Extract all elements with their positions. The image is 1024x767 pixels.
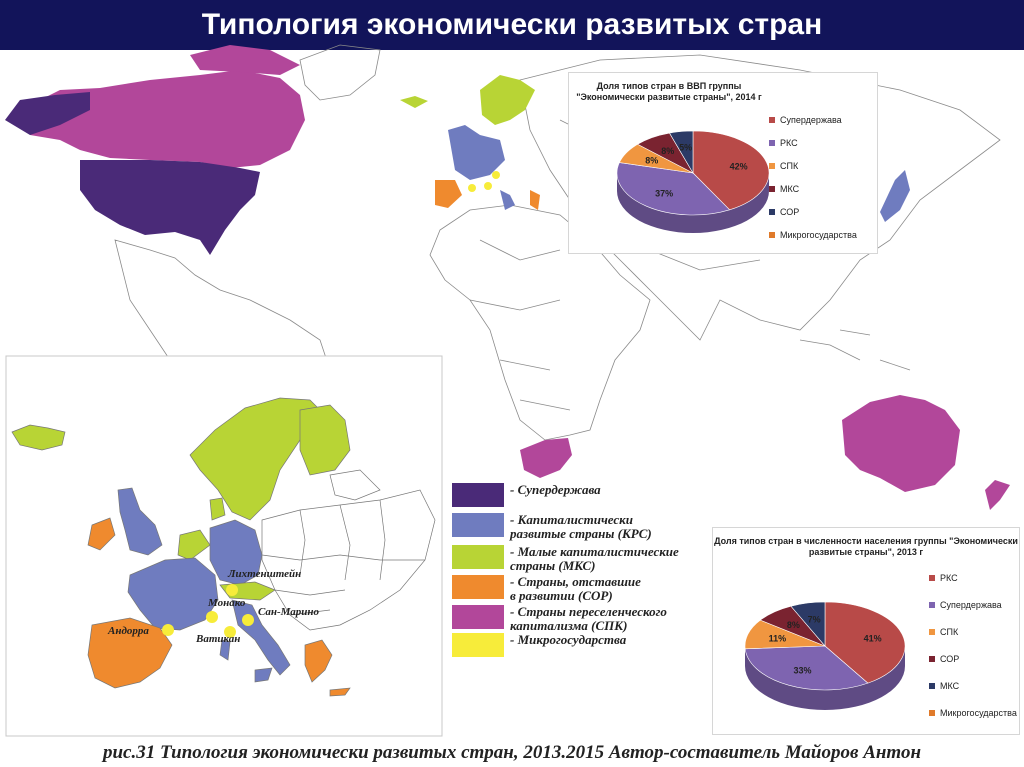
andorra-dot (162, 624, 174, 636)
label-monaco: Монако (208, 597, 246, 609)
liechtenstein-dot (226, 584, 238, 596)
pie-legend-swatch (769, 209, 775, 215)
pie-slice-label: 8% (661, 146, 675, 157)
legend-item-mks (452, 545, 679, 573)
label-liechtenstein: Лихтенштейн (228, 568, 302, 580)
legend-swatch (452, 513, 504, 537)
pie-legend-label: РКС (780, 138, 798, 148)
pie-legend-swatch (929, 575, 935, 581)
figure-caption: рис.31 Типология экономически развитых стран, 2013.2015 Автор-составитель Майоров Антон (102, 742, 921, 763)
legend-label: - Страны, отставшие в развитии (СОР) (510, 574, 641, 603)
pie-legend-item (769, 138, 798, 148)
pie-slice-label: 41% (863, 633, 882, 644)
pie-legend-swatch (929, 656, 935, 662)
pie-title: Доля типов стран в численности населения группы "Экономически развитые страны", 2013 г (714, 536, 1018, 557)
pie-legend-label: СПК (940, 627, 959, 637)
legend-label: - Супердержава (510, 482, 601, 497)
pie-legend-label: РКС (940, 573, 958, 583)
pie-legend-label: СОР (940, 654, 960, 664)
pie-legend-item (929, 681, 959, 691)
pie-legend-swatch (769, 186, 775, 192)
legend-swatch (452, 545, 504, 569)
legend-swatch (452, 483, 504, 507)
pie-chart-svg (569, 73, 877, 253)
legend-swatch (452, 605, 504, 629)
pie-legend-label: СОР (780, 207, 800, 217)
pie-chart-svg (713, 528, 1019, 734)
pie-slice-label: 8% (786, 619, 800, 630)
pie-slice-label: 7% (807, 614, 821, 625)
pie-legend-label: СПК (780, 161, 799, 171)
legend-label: - Малые капиталистические страны (МКС) (510, 544, 679, 573)
legend-swatch (452, 575, 504, 599)
pie-legend-label: Супердержава (940, 600, 1002, 610)
pie-legend-item (929, 708, 1017, 718)
pie-slice-label: 8% (645, 155, 659, 166)
pie-legend-swatch (929, 602, 935, 608)
pie-legend-swatch (769, 140, 775, 146)
san-marino-dot (242, 614, 254, 626)
pie-legend-label: МКС (940, 681, 960, 691)
legend-label: - Страны переселенческого капитализма (СПК) (510, 604, 667, 633)
pie-legend-label: Микрогосударства (780, 230, 857, 240)
pie-legend-swatch (929, 629, 935, 635)
legend-item-spk (452, 605, 667, 633)
legend-label: - Капиталистически развитые страны (КРС) (510, 512, 652, 541)
legend-item-cop (452, 575, 641, 603)
label-andorra: Андорра (108, 625, 149, 637)
pie-legend-label: Микрогосударства (940, 708, 1017, 718)
pie-legend-item (929, 654, 959, 664)
pie-legend-item (769, 115, 842, 125)
pie-chart-gdp (568, 72, 878, 254)
pie-chart-population (712, 527, 1020, 735)
pie-slice-label: 33% (793, 665, 812, 676)
pie-slice-label: 5% (679, 142, 693, 153)
page-title: Типология экономически развитых стран (201, 8, 823, 41)
legend-item-micro (452, 633, 626, 657)
label-san-marino: Сан-Марино (258, 606, 320, 618)
pie-legend-swatch (929, 710, 935, 716)
legend-swatch (452, 633, 504, 657)
pie-legend-item (769, 161, 798, 171)
pie-title: Доля типов стран в ВВП группы "Экономически развитые страны", 2014 г (576, 81, 762, 102)
legend-item-superpower (452, 483, 601, 507)
pie-slice-label: 42% (729, 161, 748, 172)
pie-legend-swatch (929, 683, 935, 689)
legend-label: - Микрогосударства (510, 632, 627, 647)
pie-legend-swatch (769, 232, 775, 238)
pie-legend-item (929, 627, 958, 637)
pie-legend-item (769, 230, 857, 240)
pie-legend-swatch (769, 117, 775, 123)
pie-legend-swatch (769, 163, 775, 169)
pie-legend-label: Супердержава (780, 115, 842, 125)
pie-slice-label: 11% (768, 633, 787, 644)
legend-item-kpc (452, 513, 652, 541)
pie-legend-item (769, 207, 799, 217)
pie-slice-label: 37% (655, 188, 674, 199)
label-vatican: Ватикан (196, 633, 241, 645)
pie-legend-item (929, 573, 958, 583)
pie-legend-label: МКС (780, 184, 800, 194)
pie-legend-item (929, 600, 1002, 610)
monaco-dot (206, 611, 218, 623)
pie-legend-item (769, 184, 799, 194)
